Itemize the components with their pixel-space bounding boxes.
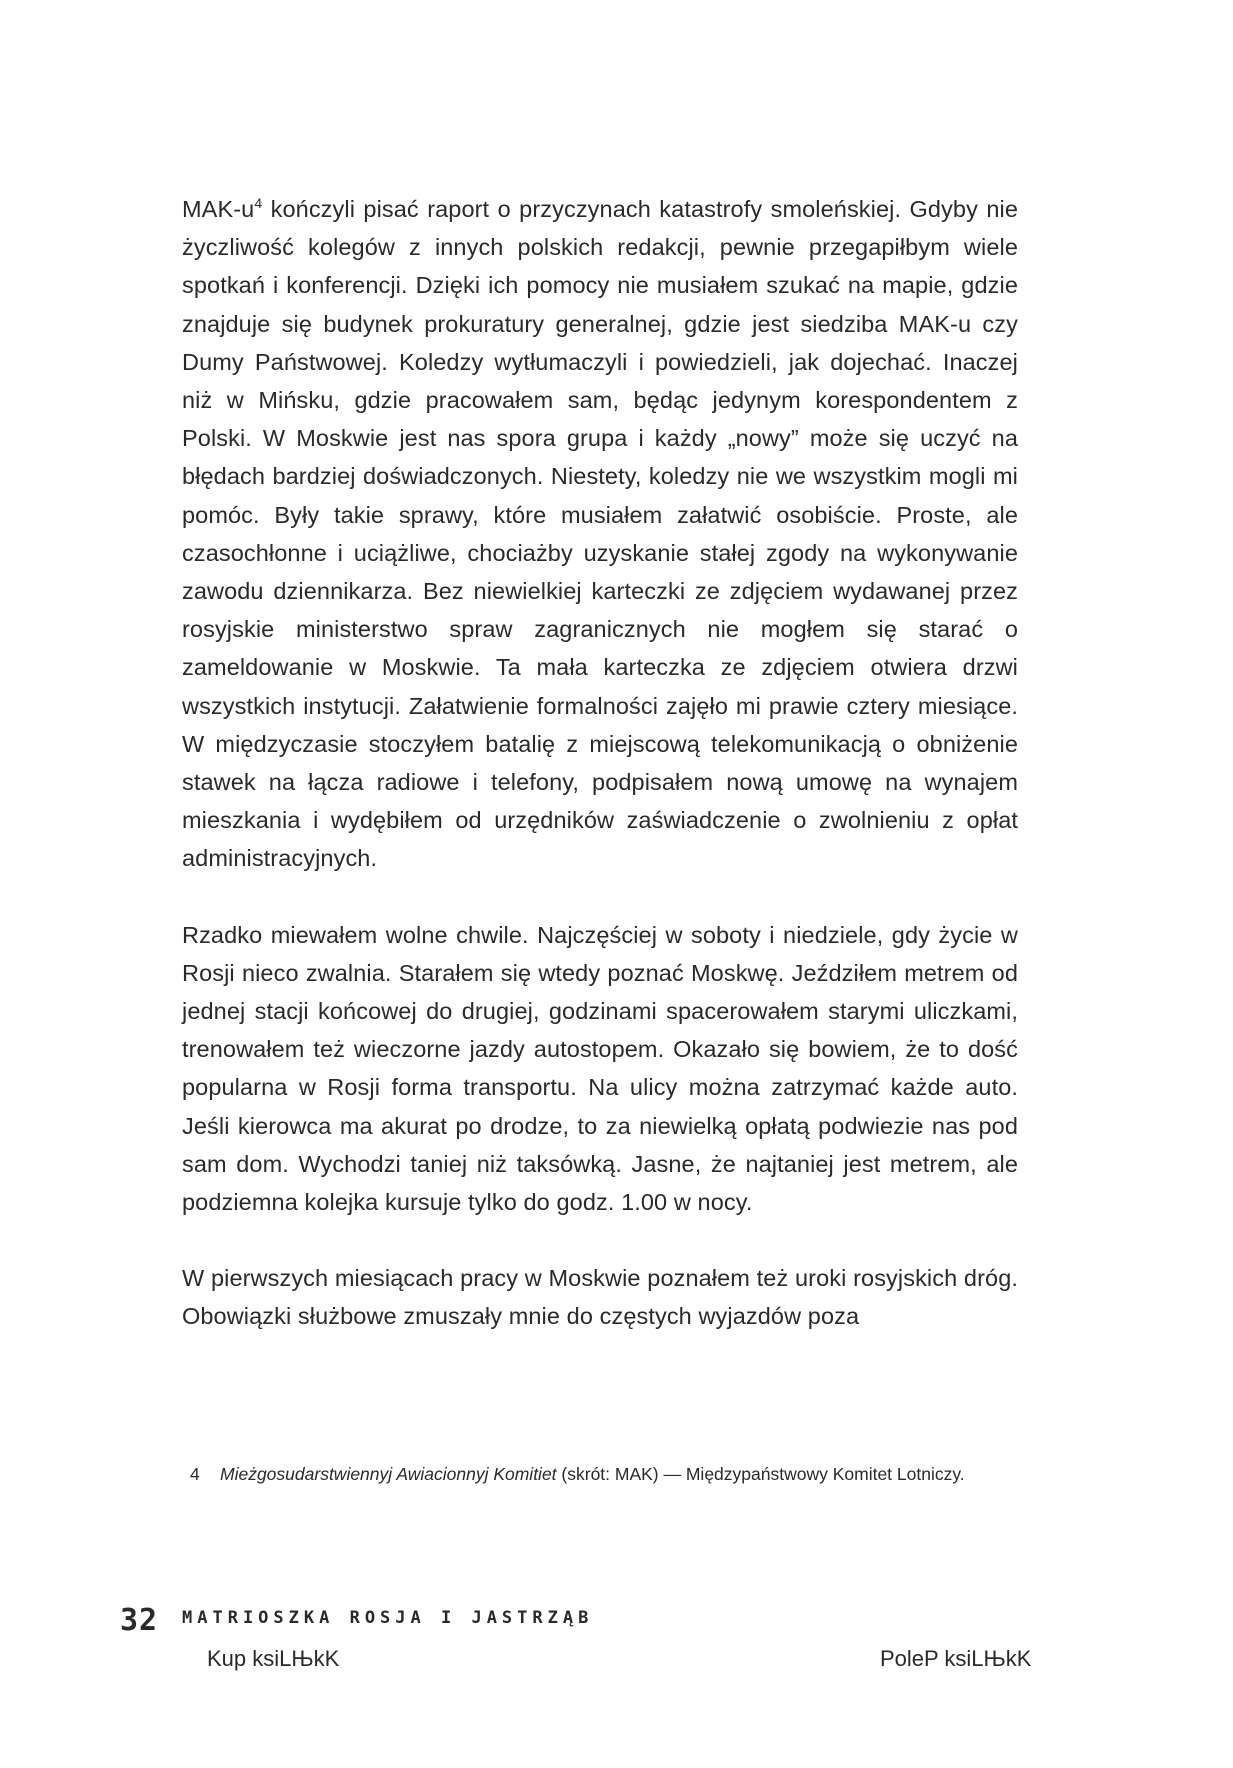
footnote-reference[interactable]: 4: [254, 195, 263, 211]
footnote-text: [220, 1458, 1020, 1491]
running-header-title: MATRIOSZKA ROSJA I JASTRZĄB: [182, 1608, 594, 1628]
body-text: [182, 190, 1018, 1336]
footnote-title: Mieżgosudarstwiennyj Awiacionnyj Komitiet: [220, 1464, 557, 1484]
paragraph-2: Rzadko miewałem wolne chwile. Najczęściej w soboty i niedziele, gdy życie w Rosji nieco zwalnia. Starałem się wtedy poznać Moskwę. Jeździłem metrem od jednej stacji końcowej do drugiej, godzinami spacerowałem starymi uliczkami, trenowałem też wieczorne jazdy autostopem. Okazało się bowiem, że to dość popularna w Rosji forma transportu. Na ulicy można zatrzymać każde auto. Jeśli kierowca ma akurat po drodze, to za niewielką opłatą podwiezie nas pod sam dom. Wychodzi taniej niż taksówką. Jasne, że najtaniej jest metrem, ale podziemna kolejka kursuje tylko do godz. 1.00 w nocy.: [182, 921, 1018, 1216]
page-number: 32: [120, 1603, 159, 1638]
buy-book-link[interactable]: Kup ksiLЊkK: [207, 1646, 340, 1671]
paragraph-1: [182, 190, 1018, 878]
paragraph-1-lead: MAK-u: [182, 196, 255, 222]
footnote-rest: (skrót: MAK) — Międzypaństwowy Komitet Lotniczy.: [556, 1464, 965, 1484]
paragraph-1-text: kończyli pisać raport o przyczynach katastrofy smoleńskiej. Gdyby nie życzliwość kolegów z innych polskich redakcji, pewnie przegapiłbym wiele spotkań i konferencji. Dzięki ich pomocy nie musiałem szukać na mapie, gdzie znajduje się budynek prokuratury generalnej, gdzie jest siedziba MAK-u czy Dumy Państwowej. Koledzy wytłumaczyli i powiedzieli, jak dojechać. Inaczej niż w Mińsku, gdzie pracowałem sam, będąc jedynym korespondentem z Polski. W Moskwie jest nas spora grupa i każdy „nowy” może się uczyć na błędach bardziej doświadczonych. Niestety, koledzy nie we wszystkim mogli mi pomóc. Były takie sprawy, które musiałem załatwić osobiście. Proste, ale czasochłonne i uciążliwe, chociażby uzyskanie stałej zgody na wykonywanie zawodu dziennikarza. Bez niewielkiej karteczki ze zdjęciem wydawanej przez rosyjskie ministerstwo spraw zagranicznych nie mogłem się starać o zameldowanie w Moskwie. Ta mała karteczka ze zdjęciem otwiera drzwi wszystkich instytucji. Załatwienie formalności zajęło mi prawie cztery miesiące. W międzyczasie stoczyłem batalię z miejscową telekomunikacją o obniżenie stawek na łącza radiowe i telefony, podpisałem nową umowę na wynajem mieszkania i wydębiłem od urzędników zaświadczenie o zwolnieniu z opłat administracyjnych.: [182, 196, 1018, 872]
rate-book-link[interactable]: PoleP ksiLЊkK: [880, 1646, 1032, 1671]
paragraph-3: W pierwszych miesiącach pracy w Moskwie poznałem też uroki rosyjskich dróg. Obowiązki służbowe zmuszały mnie do częstych wyjazdów poza: [182, 1265, 1018, 1330]
footnote-number: 4: [190, 1464, 200, 1484]
footnote: [190, 1458, 1020, 1491]
